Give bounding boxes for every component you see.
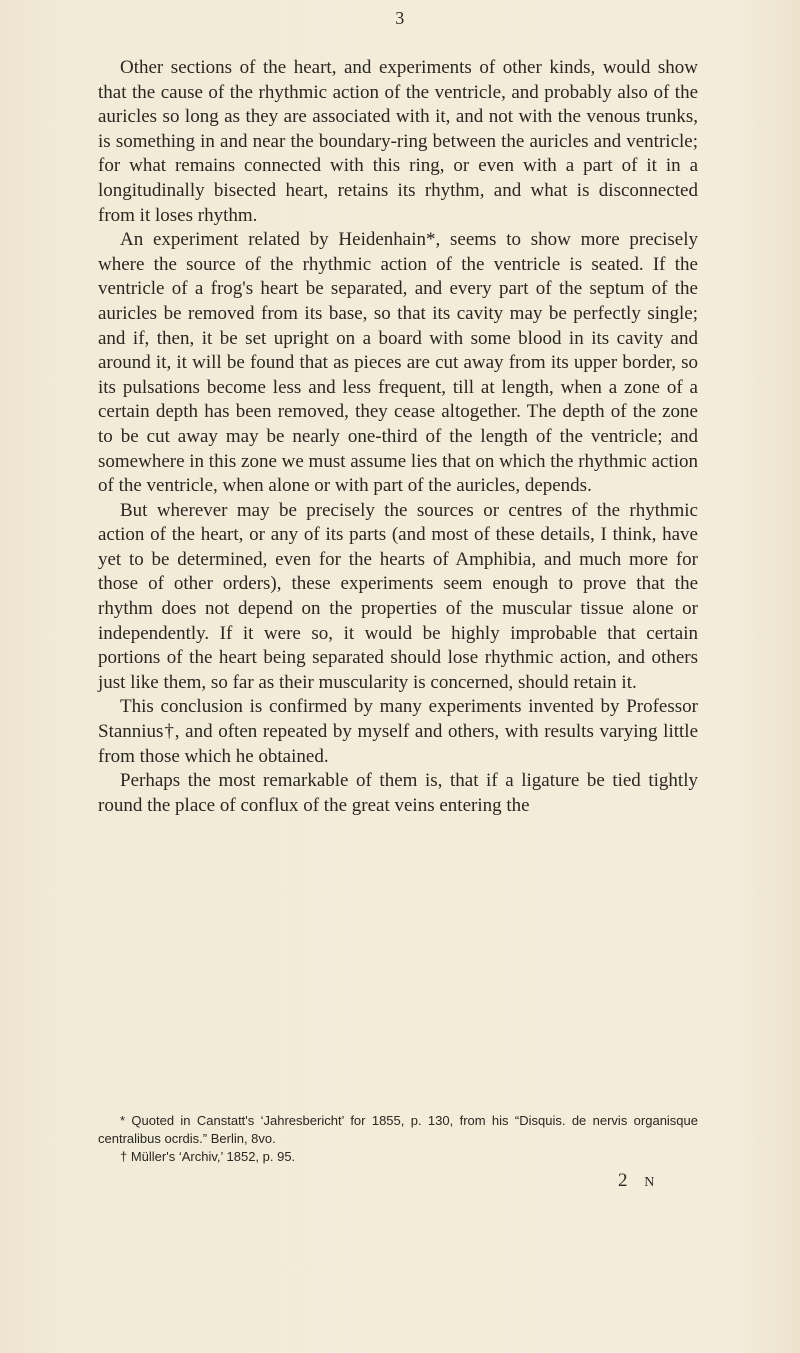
paragraph-1: Other sections of the heart, and experiments of other kinds, would show that the cause of the rhythmic action of the ventricle, and probably also of the auricles so long as they are associated with it, and not with the venous trunks, is something in and near the boundary-ring between the auricles and ventricle; for what remains connected with this ring, or even with a part of it in a longitudinally bisected heart, retains its rhythm, and what is disconnected from it loses rhythm.: [98, 57, 698, 226]
signature-number: 2: [618, 1170, 634, 1191]
paragraph-4: This conclusion is confirmed by many experiments invented by Professor Stannius†, and often repeated by myself and others, with results varying little from those which he obtained.: [98, 696, 698, 767]
footnotes: [98, 1112, 698, 1166]
footnote-2: † Müller's ‘Archiv,’ 1852, p. 95.: [120, 1149, 296, 1164]
paragraph-5: Perhaps the most remarkable of them is, that if a ligature be tied tightly round the place of conflux of the great veins entering the: [98, 770, 698, 816]
signature-mark: [618, 1170, 654, 1192]
paragraph-3: But wherever may be precisely the sources or centres of the rhythmic action of the heart, or any of its parts (and most of these details, I think, have yet to be determined, even for the hearts of Amphibia, and much more for those of other orders), these experiments seem enough to prove that the rhythm does not depend on the properties of the muscular tissue alone or independently. If it were so, it would be highly improbable that certain portions of the heart being separated should lose rhythmic action, and others just like them, so far as their muscularity is concerned, should retain it.: [98, 499, 698, 693]
page-number: 3: [395, 8, 405, 28]
signature-letter: N: [644, 1175, 655, 1190]
footnote-1: * Quoted in Canstatt's ‘Jahresbericht’ for 1855, p. 130, from his “Disquis. de nervis organisque centralibus ocrdis.” Berlin, 8vo.: [98, 1113, 698, 1146]
paragraph-2: An experiment related by Heidenhain*, seems to show more precisely where the source of the rhythmic action of the ventricle is seated. If the ventricle of a frog's heart be separated, and every part of the septum of the auricles be removed from its base, so that its cavity may be perfectly single; and if, then, it be set upright on a board with some blood in its cavity and around it, it will be found that as pieces are cut away from its upper border, so its pulsations become less and less frequent, till at length, when a zone of a certain depth has been removed, they cease altogether. The depth of the zone to be cut away may be nearly one-third of the length of the ventricle; and somewhere in this zone we must assume lies that on which the rhythmic action of the ventricle, when alone or with part of the auricles, depends.: [98, 229, 698, 497]
body-text: [98, 56, 698, 818]
